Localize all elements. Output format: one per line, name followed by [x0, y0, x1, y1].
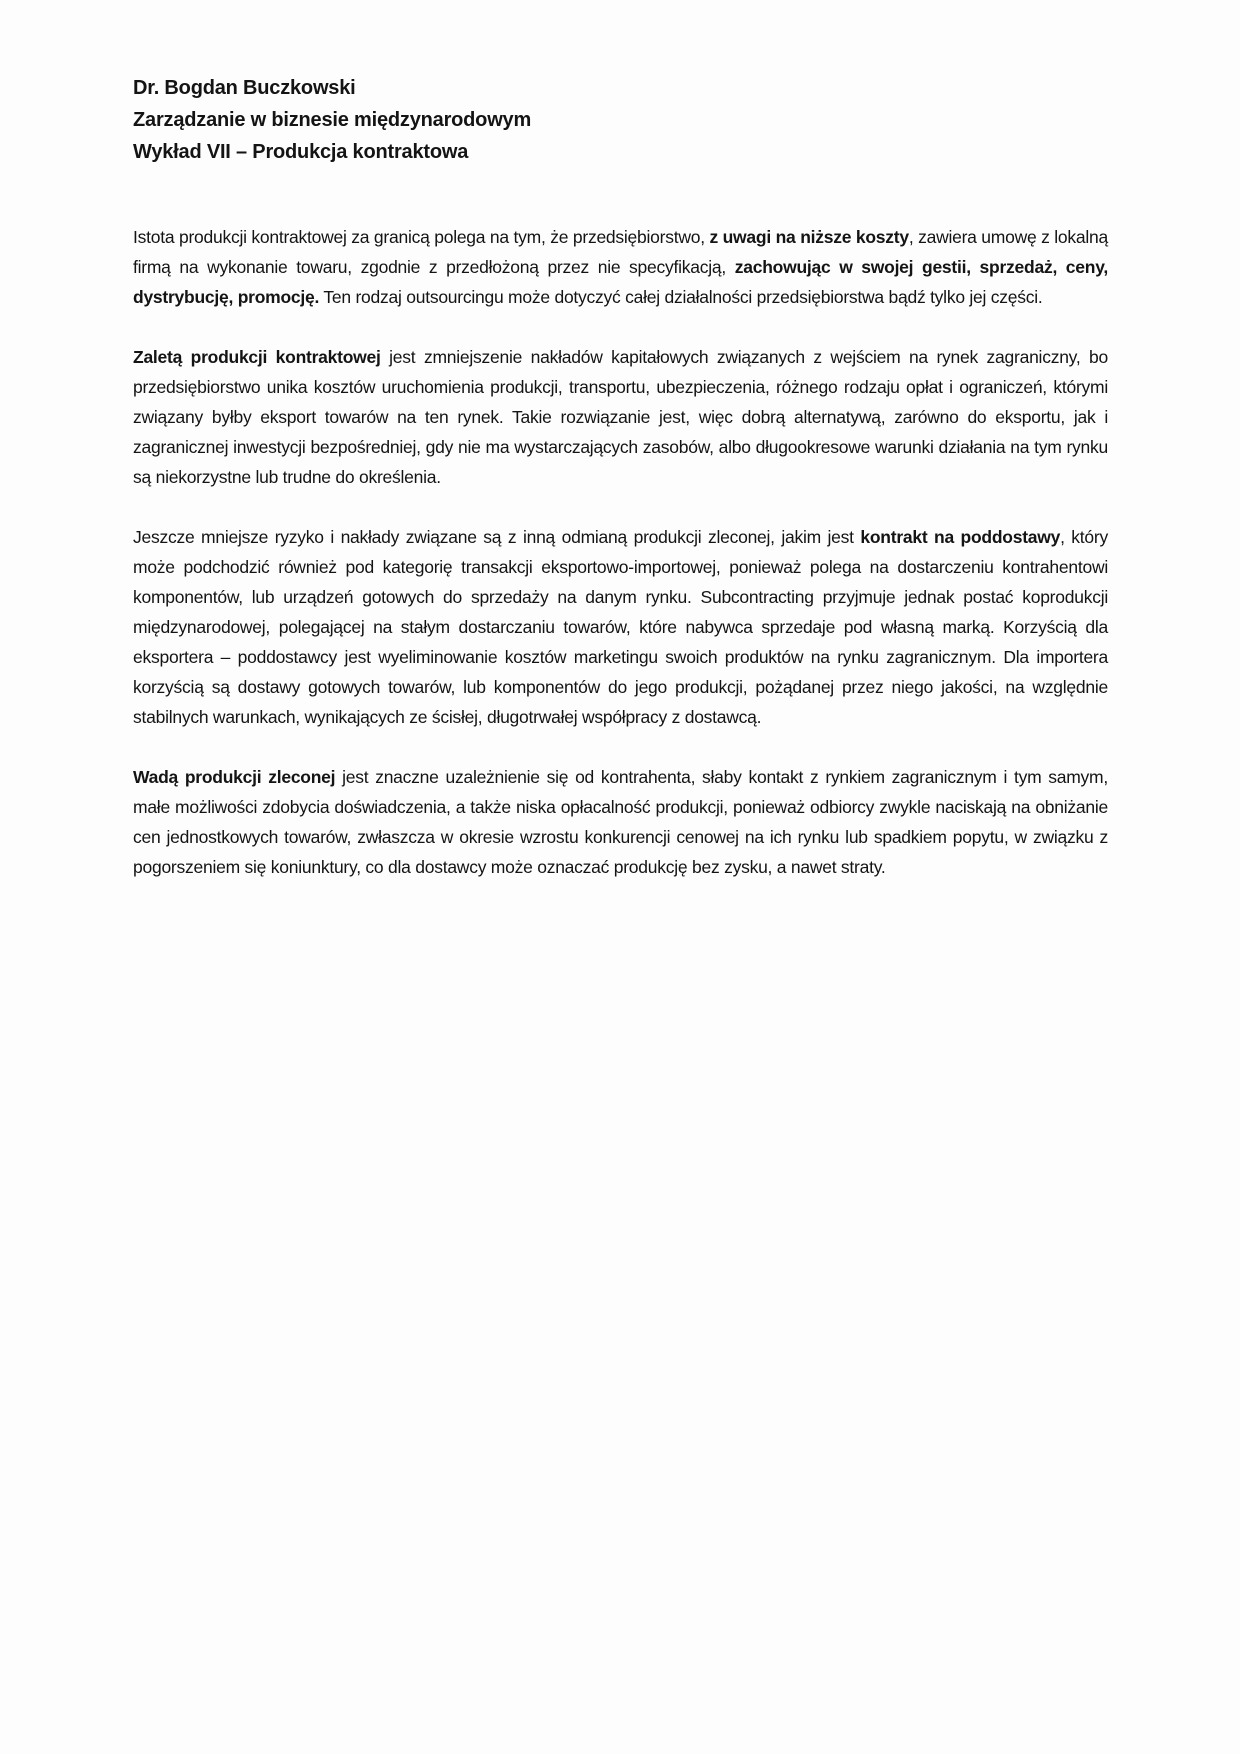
text-segment: , zawiera umowę z lokalną firmą na wykonanie towaru, zgodnie z przedłożoną przez nie specyfikacją, [133, 227, 1108, 277]
paragraph [133, 222, 1108, 312]
paragraph [133, 342, 1108, 492]
text-segment: jest zmniejszenie nakładów kapitałowych związanych z wejściem na rynek zagraniczny, bo przedsiębiorstwo unika kosztów uruchomienia produkcji, transportu, ubezpieczenia, różnego rodzaju opłat i ograniczeń, którymi związany byłby eksport towarów na ten rynek. Takie rozwiązanie jest, więc dobrą alternatywą, zarówno do eksportu, jak i zagranicznej inwestycji bezpośredniej, gdy nie ma wystarczających zasobów, albo długookresowe warunki działania na tym rynku są niekorzystne lub trudne do określenia. [133, 347, 1109, 487]
document-body [133, 222, 1108, 882]
bold-text-segment: Zaletą produkcji kontraktowej [133, 347, 381, 367]
text-segment: Istota produkcji kontraktowej za granicą polega na tym, że przedsiębiorstwo, [133, 227, 710, 247]
text-segment: jest znaczne uzależnienie się od kontrahenta, słaby kontakt z rynkiem zagranicznym i tym samym, małe możliwości zdobycia doświadczenia, a także niska opłacalność produkcji, ponieważ odbiorcy zwykle naciskają na obniżanie cen jednostkowych towarów, zwłaszcza w okresie wzrostu konkurencji cenowej na ich rynku lub spadkiem popytu, w związku z pogorszeniem się koniunktury, co dla dostawcy może oznaczać produkcję bez zysku, a nawet straty. [133, 767, 1108, 877]
course-title-line: Zarządzanie w biznesie międzynarodowym [133, 109, 532, 131]
paragraph [133, 522, 1108, 732]
lecture-title-line: Wykład VII – Produkcja kontraktowa [133, 141, 469, 163]
bold-text-segment: z uwagi na niższe koszty [709, 227, 909, 247]
bold-text-segment: kontrakt na poddostawy [860, 527, 1061, 547]
document-header [133, 72, 1108, 168]
author-line: Dr. Bogdan Buczkowski [133, 77, 356, 99]
text-segment: Ten rodzaj outsourcingu może dotyczyć całej działalności przedsiębiorstwa bądź tylko jej części. [319, 287, 1043, 307]
text-segment: Jeszcze mniejsze ryzyko i nakłady związane są z inną odmianą produkcji zleconej, jakim jest [133, 527, 861, 547]
text-segment: , który może podchodzić również pod kategorię transakcji eksportowo-importowej, ponieważ polega na dostarczeniu kontrahentowi komponentów, lub urządzeń gotowych do sprzedaży na danym rynku. Subcontracting przyjmuje jednak postać koprodukcji międzynarodowej, polegającej na stałym dostarczaniu towarów, które nabywca sprzedaje pod własną marką. Korzyścią dla eksportera – poddostawcy jest wyeliminowanie kosztów marketingu swoich produktów na rynku zagranicznym. Dla importera korzyścią są dostawy gotowych towarów, lub komponentów do jego produkcji, pożądanej przez niego jakości, na względnie stabilnych warunkach, wynikających ze ścisłej, długotrwałej współpracy z dostawcą. [133, 527, 1108, 727]
paragraph [133, 762, 1108, 882]
bold-text-segment: zachowując w swojej gestii, sprzedaż, ceny, dystrybucję, promocję. [133, 257, 1108, 307]
bold-text-segment: Wadą produkcji zleconej [133, 767, 336, 787]
